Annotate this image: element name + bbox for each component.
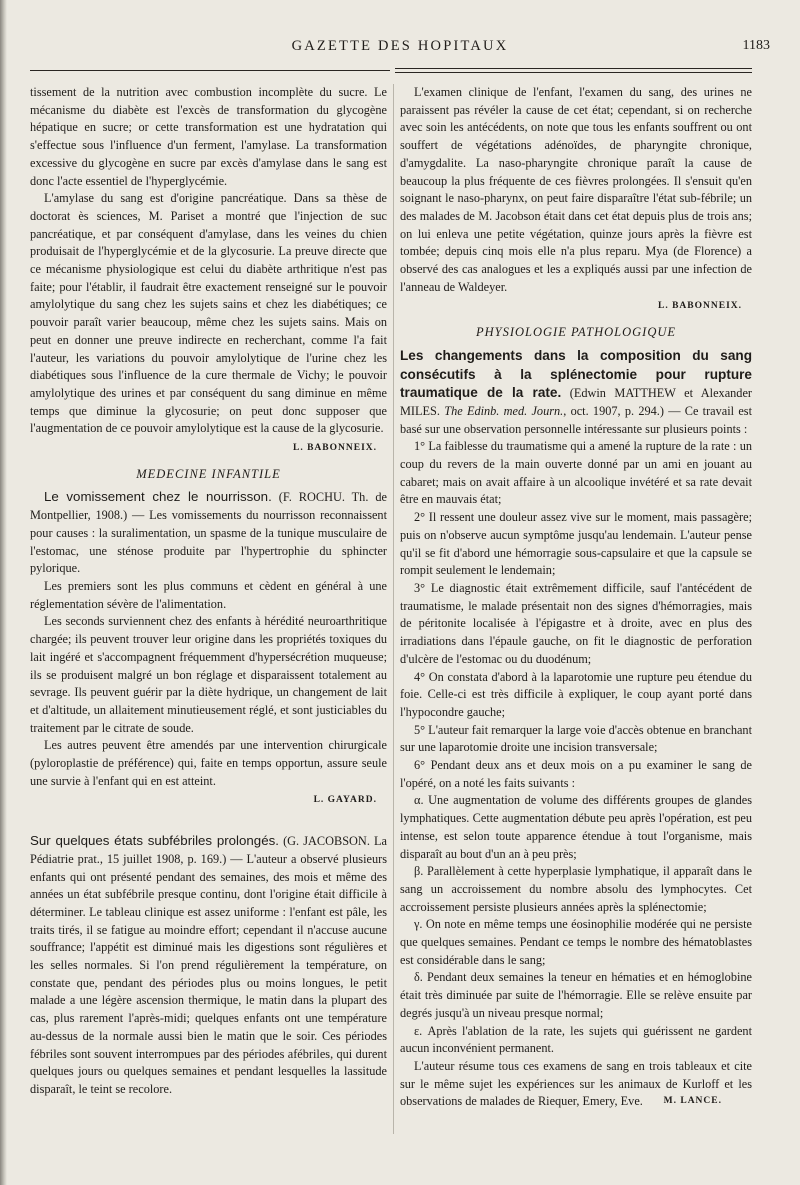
article-title: Les changements dans la composition du sang consécutifs à la splénectomie pour rupture traumatique de la rate. — [400, 347, 752, 401]
article-lead — [30, 832, 387, 1099]
author-signature: L. BABONNEIX. — [293, 443, 377, 454]
section-heading: PHYSIOLOGIE PATHOLOGIQUE — [475, 325, 677, 340]
left-column — [30, 84, 387, 1099]
author-signature: L. BABONNEIX. — [658, 301, 742, 312]
article-source: (Edwin MATTHEW et Alexander MILES. — [400, 386, 753, 418]
page-number: 1183 — [742, 38, 770, 53]
column-divider — [393, 84, 394, 1134]
paragraph: Les seconds surviennent chez des enfants à hérédité neuroarthritique chargée; ils peuvent trouver leur origine dans les propriétés toxiques du lait ingéré et s'accompagnent fréquemment d'hypersécrétion muqueuse; ils se produisent malgré un bon réglage et disparaissent totalement au sevrage. Ils peuvent guérir par la diète hydrique, un changement de lait et d'altitude, un allaitement minutieusement réglé, et sont justiciables du traitement par le citrate de soude. — [30, 614, 387, 735]
list-item: α. Une augmentation de volume des différents groupes de glandes lymphatiques. Cette augmentation débute peu après l'opération, est peu intense, est selon toute apparence étendue à tout l'organisme, mais disparaît au bout d'un an à peu près; — [400, 793, 752, 861]
header-rule-right-top — [395, 68, 752, 69]
paragraph: L'amylase du sang est d'origine pancréatique. Dans sa thèse de doctorat ès sciences, M. Pariset a montré que l'injection de suc pancréatique, et par conséquent d'amylase, dans les veines du chien produisait de l'hyperglycémie et de la glycosurie. La preuve directe que ce mécanisme physiologique est celui du diabète arthritique n'est pas faite; pour l'établir, il faudrait être exactement renseigné sur le pouvoir amylolytique du sang chez les sujets sains et chez les diabétiques; ce pouvoir paraît varier beaucoup, même chez les sujets sains. Mais on peut en donner une preuve indirecte en recherchant, comme l'a fait l'auteur, les variations du pouvoir amylolytique de l'urine chez les diabétiques sous l'influence de la cure thermale de Vichy; le pouvoir amylolytique des urines et par conséquent du sang diminue en même temps que diminue la glycosurie; on peut donc supposer que l'augmentation de ce pouvoir amylolytique est la cause de la glycosurie. — [30, 191, 387, 436]
paragraph-text: L'auteur a observé plusieurs enfants qui ont présenté pendant des semaines, des mois et même des années un état subfébrile presque continu, dont l'origine était difficile à déterminer. Le tableau clinique est assez uniforme : l'enfant est pâle, les traits tirés, il se fatigue au moindre effort; cependant il n'accuse aucune souffrance; l'appétit est diminué mais les digestions sont régulières et les selles normales. Si l'on prend régulièrement la température, on constate que, pendant des périodes plus ou moins longues, le petit malade a une légère ascension thermique, le matin dans la plupart des cas, plus rarement l'après-midi; quelques enfants ont une température au-dessus de la normale aussi bien le matin que le soir. Ces périodes fébriles sont souvent interrompues par des périodes afébriles, qui durent quelques jours ou quelques semaines et pendant lesquelles la lassitude disparaît, le teint se recolore. — [30, 851, 387, 1096]
article-title: Le vomissement chez le nourrisson. — [44, 489, 272, 505]
list-item: 4° On constata d'abord à la laparotomie une rupture peu étendue du foie. Celle-ci est très difficile à expliquer, le coup ayant porté dans l'hypocondre gauche; — [400, 669, 752, 719]
paragraph-text: L'auteur résume tous ces examens de sang en trois tableaux et cite sur le même sujet les expériences sur les animaux de Kurloff et les observations de malades de Riequer, Emery, Eve. — [400, 1058, 752, 1109]
author-signature: L. GAYARD. — [313, 795, 377, 806]
author-signature: M. LANCE. — [663, 1096, 722, 1107]
paragraph-text: Les vomissements du nourrisson reconnaissent pour causes : la suralimentation, un spasme de la tunique musculaire de l'estomac, une sténose produite par l'hypertrophie du sphincter pylorique. — [30, 508, 388, 576]
article-source: (G. JACOBSON. La Pédiatrie prat., 15 juillet 1908, p. 169.) — — [30, 834, 387, 866]
paragraph: tissement de la nutrition avec combustion incomplète du sucre. Le mécanisme du diabète est l'excès de transformation du glycogène hépatique en sucre; or cette transformation est une hydratation qui s'effectue sous l'influence d'un ferment, l'amylase. La transformation excessive du glycogène en sucre par excès d'amylase dans le sang est donc l'acte essentiel de l'hyperglycémie. — [30, 85, 387, 188]
article-source: (F. ROCHU. Th. de Montpellier, 1908.) — — [30, 490, 388, 523]
article-lead — [30, 488, 387, 578]
list-item: 6° Pendant deux ans et deux mois on a pu examiner le sang de l'opéré, on a noté les faits suivants : — [400, 758, 752, 790]
journal-name: The Edinb. med. Journ. — [444, 403, 564, 418]
article-source: , oct. 1907, p. 294.) — Ce travail est basé sur une observation personnelle intéressante sur plusieurs points : — [400, 403, 752, 436]
paragraph — [400, 1058, 752, 1111]
article-title: Sur quelques états subfébriles prolongés. — [30, 833, 279, 849]
binding-edge — [0, 0, 7, 1185]
right-column — [400, 84, 752, 1111]
list-item: 2° Il ressent une douleur assez vive sur le moment, mais passagère; puis on n'observe aucun symptôme jusqu'au lendemain. L'auteur pense qu'il se fit d'abord une hémorragie sous-capsulaire et que la capsule se rompit seulement le lendemain; — [400, 510, 752, 578]
list-item: β. Parallèlement à cette hyperplasie lymphatique, il apparaît dans le sang un accroissement du nombre absolu des lymphocytes. Cet accroissement persiste plusieurs années après la splénectomie; — [400, 864, 752, 914]
journal-title: GAZETTE DES HOPITAUX — [291, 38, 509, 54]
list-item: γ. On note en même temps une éosinophilie modérée qui ne persiste que quelques semaines. Pendant ce temps le nombre des hématoblastes est considérable dans le sang; — [400, 917, 752, 967]
header-rule-left — [30, 70, 390, 71]
article-lead — [400, 347, 752, 439]
header-rule-right-bottom — [395, 72, 752, 73]
list-item: 1° La faiblesse du traumatisme qui a amené la rupture de la rate : un coup du revers de la main ouverte donné par un ami en jouant au cabaret; mais on avait affaire à un alcoolique invétéré et sa rate devait être en mauvais état; — [400, 439, 752, 507]
paragraph: Les autres peuvent être amendés par une intervention chirurgicale (pyloroplastie de préférence) qui, faite en temps opportun, assure seule une survie à l'enfant qui en est atteint. — [30, 738, 387, 788]
list-item: ε. Après l'ablation de la rate, les sujets qui guérissent ne gardent aucun inconvénient permanent. — [400, 1023, 752, 1056]
paragraph: L'examen clinique de l'enfant, l'examen du sang, des urines ne paraissent pas révéler la cause de cet état; cependant, si on recherche avec soin les antécédents, on note que tous les enfants souffrent ou ont souffert de végétations adénoïdes, de pharyngite chronique, d'amygdalite. La naso-pharyngite chronique paraît la cause de beaucoup la plus fréquente de ces fièvres prolongées. Il s'ensuit qu'en soignant le naso-pharynx, on peut faire disparaître l'état sub-fébrile; un des malades de M. Jacobson était dans cet état depuis plus de trois ans; on lui enleva une petite végétation, quinze jours après la fièvre est tombée; depuis cinq mois elle n'a plus reparu. Mya (de Florence) a observé des cas analogues et les a expliqués aussi par une infection de l'anneau de Waldeyer. — [400, 85, 752, 294]
paragraph: Les premiers sont les plus communs et cèdent en général à une réglementation sévère de l'alimentation. — [30, 578, 387, 611]
list-item: δ. Pendant deux semaines la teneur en hématies et en hémoglobine était très diminuée par suite de l'hémorragie. Elle se relève ensuite par degrés jusqu'à un niveau presque normal; — [400, 970, 752, 1020]
page-header — [30, 38, 770, 60]
list-item: 5° L'auteur fait remarquer la large voie d'accès obtenue en branchant sur une laparotomie droite une incision transversale; — [400, 722, 752, 755]
list-item: 3° Le diagnostic était extrêmement difficile, sauf l'antécédent de traumatisme, le malade présentait non des signes d'hémorragies, mais de péritonite localisée à l'épigastre et à droite, avec en plus des irradiations dans l'épaule gauche, on fit le diagnostic de perforation d'ulcère de l'estomac ou du duodénum; — [400, 580, 752, 666]
section-heading: MEDECINE INFANTILE — [136, 466, 281, 481]
